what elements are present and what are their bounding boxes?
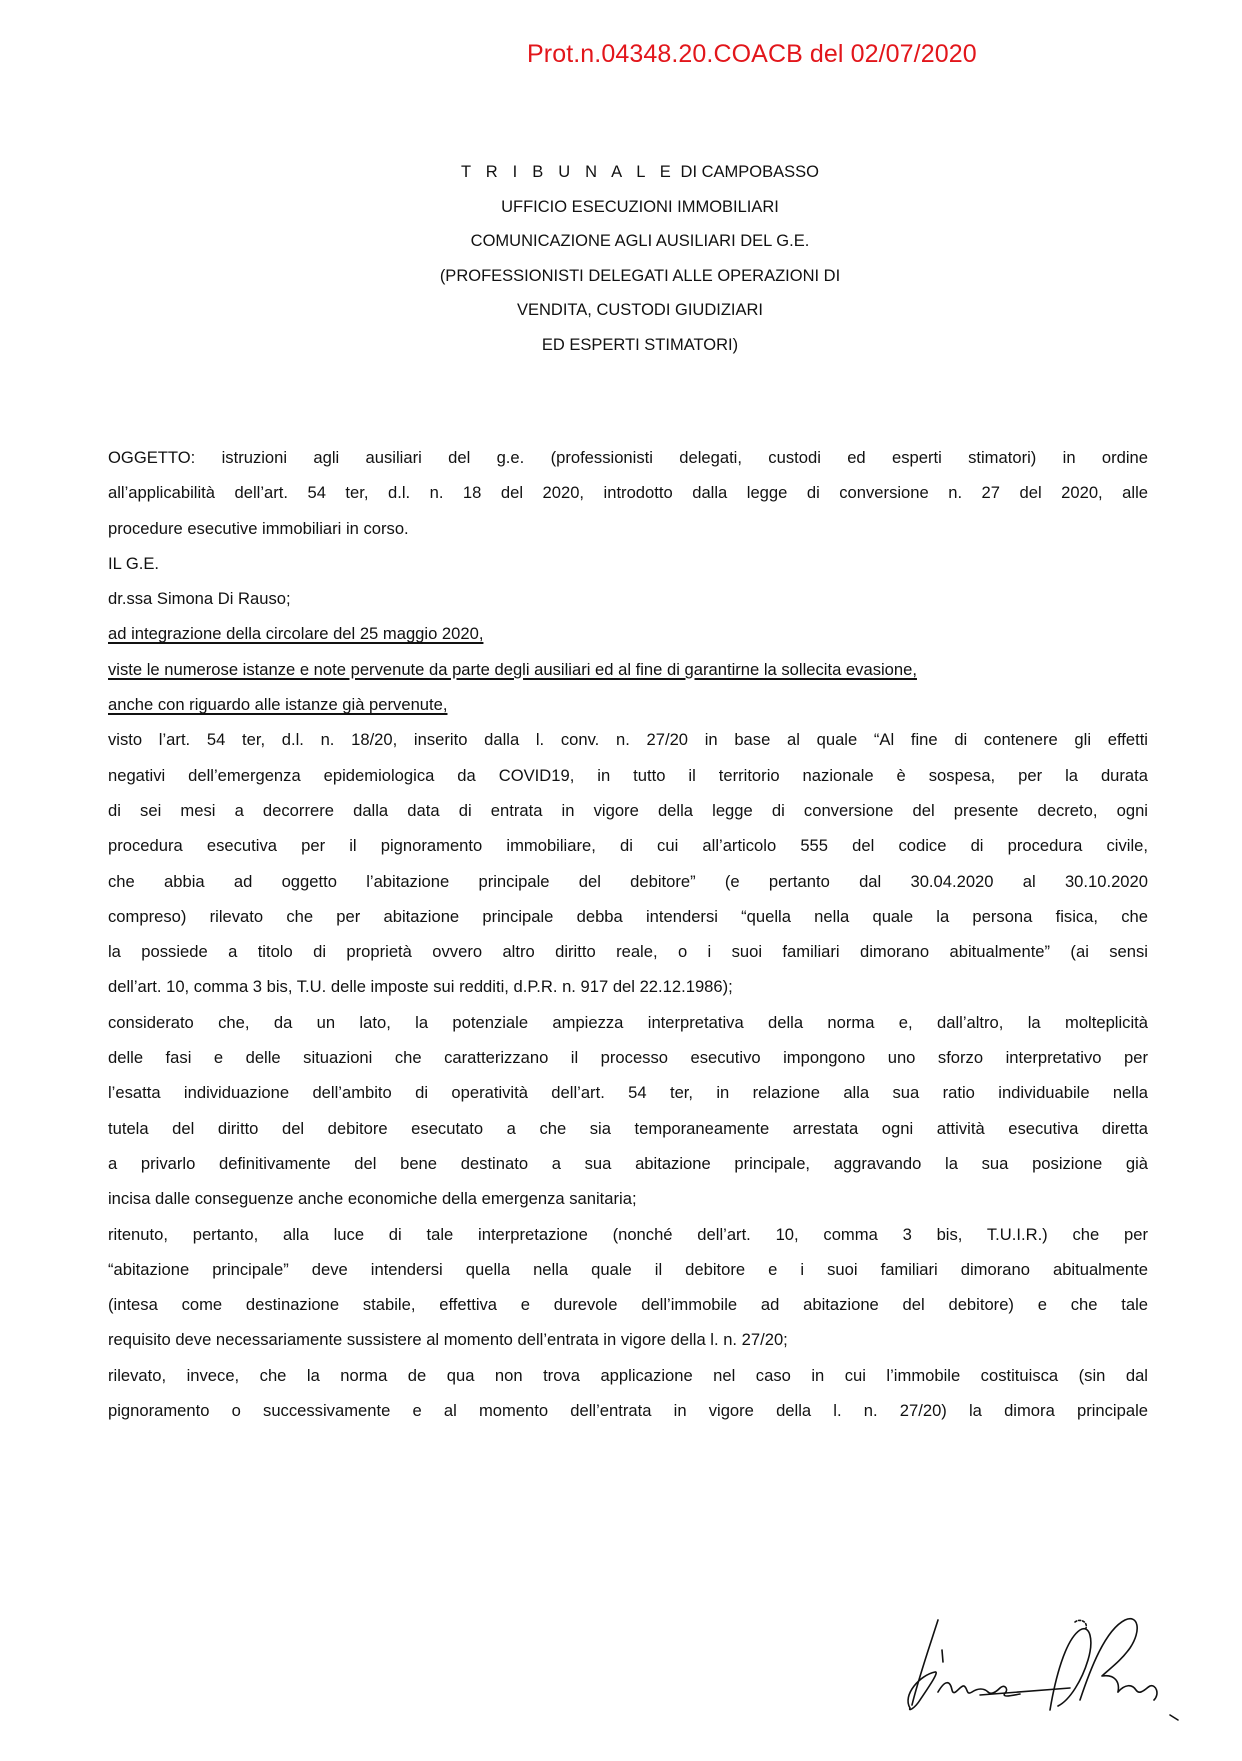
paragraph-line: che abbia ad oggetto l’abitazione principale del debitore” (e pertanto dal 30.04.2020 al 30.10.2020 — [108, 871, 1148, 891]
subject-line: OGGETTO: istruzioni agli ausiliari del g.e. (professionisti delegati, custodi ed esperti stimatori) in ordine — [108, 448, 1148, 467]
paragraph-line: delle fasi e delle situazioni che caratterizzano il processo esecutivo impongono uno sforzo interpretativo per — [108, 1048, 1148, 1068]
paragraph-line: la possiede a titolo di proprietà ovvero altro diritto reale, o i suoi familiari dimorano abitualmente” (ai sensi — [108, 942, 1148, 962]
recipients-line-3: ED ESPERTI STIMATORI) — [541, 335, 739, 354]
protocol-stamp: Prot.n.04348.20.COACB del 02/07/2020 — [527, 40, 977, 68]
paragraph-line: di sei mesi a decorrere dalla data di entrata in vigore della legge di conversione del presente decreto, ogni — [108, 800, 1148, 820]
court-name — [320, 155, 960, 190]
paragraph-line: visto l’art. 54 ter, d.l. n. 18/20, inserito dalla l. conv. n. 27/20 in base al quale “Al fine di contenere gli effetti — [108, 730, 1148, 750]
paragraph-line: requisito deve necessariamente sussistere al momento dell’entrata in vigore della l. n. 27/20; — [108, 1330, 788, 1350]
court-name-spaced: T R I B U N A L E — [461, 163, 676, 181]
paragraph-line: procedura esecutiva per il pignoramento immobiliare, di cui all’articolo 555 del codice di procedura civile, — [108, 836, 1148, 856]
document-body — [108, 440, 1148, 1428]
paragraph-line: compreso) rilevato che per abitazione principale debba intendersi “quella nella quale la persona fisica, che — [108, 906, 1148, 926]
document-header — [320, 155, 960, 362]
paragraph-line: pignoramento o successivamente e al momento dell’entrata in vigore della l. n. 27/20) la dimora principale — [108, 1401, 1148, 1421]
underlined-premise-text: ad integrazione della circolare del 25 maggio 2020, — [108, 624, 484, 644]
underlined-premise — [108, 616, 1148, 651]
underlined-premise — [108, 687, 1148, 722]
paragraph-line: negativi dell’emergenza epidemiologica da COVID19, in tutto il territorio nazionale è sospesa, per la durata — [108, 765, 1148, 785]
paragraph-line: dell’art. 10, comma 3 bis, T.U. delle imposte sui redditi, d.P.R. n. 917 del 22.12.1986); — [108, 977, 733, 997]
recipients-line-1: (PROFESSIONISTI DELEGATI ALLE OPERAZIONI DI — [439, 266, 841, 285]
paragraph-line: tutela del diritto del debitore esecutato a che sia temporaneamente arrestata ogni attività esecutiva diretta — [108, 1118, 1148, 1138]
court-city: DI CAMPOBASSO — [680, 163, 819, 181]
paragraph-line: incisa dalle conseguenze anche economiche della emergenza sanitaria; — [108, 1189, 637, 1209]
judge-title: IL G.E. — [108, 553, 160, 573]
office-name: UFFICIO ESECUZIONI IMMOBILIARI — [501, 197, 779, 216]
underlined-premise-text: anche con riguardo alle istanze già pervenute, — [108, 695, 448, 715]
recipients-line-2: VENDITA, CUSTODI GIUDIZIARI — [517, 301, 763, 319]
subject-line: all’applicabilità dell’art. 54 ter, d.l. n. 18 del 2020, introdotto dalla legge di conversione n. 27 del 2020, alle — [108, 483, 1148, 503]
paragraph-line: rilevato, invece, che la norma de qua non trova applicazione nel caso in cui l’immobile costituisca (sin dal — [108, 1365, 1148, 1385]
paragraph-line: ritenuto, pertanto, alla luce di tale interpretazione (nonché dell’art. 10, comma 3 bis, T.U.I.R.) che per — [108, 1224, 1148, 1244]
paragraph-line: l’esatta individuazione dell’ambito di operatività dell’art. 54 ter, in relazione alla sua ratio individuabile nella — [108, 1083, 1148, 1103]
handwritten-signature-icon — [880, 1600, 1180, 1730]
underlined-premise-text: viste le numerose istanze e note pervenute da parte degli ausiliari ed al fine di garantirne la sollecita evasione, — [108, 659, 917, 679]
paragraph-line: considerato che, da un lato, la potenziale ampiezza interpretativa della norma e, dall’altro, la molteplicità — [108, 1012, 1148, 1032]
underlined-premise — [108, 652, 1148, 687]
paragraph-line: (intesa come destinazione stabile, effettiva e durevole dell’immobile ad abitazione del debitore) e che tale — [108, 1295, 1148, 1315]
paragraph-line: a privarlo definitivamente del bene destinato a sua abitazione principale, aggravando la sua posizione già — [108, 1153, 1148, 1173]
judge-name: dr.ssa Simona Di Rauso; — [108, 589, 291, 609]
communication-title: COMUNICAZIONE AGLI AUSILIARI DEL G.E. — [470, 232, 810, 250]
subject-line: procedure esecutive immobiliari in corso. — [108, 518, 409, 538]
paragraph-line: “abitazione principale” deve intendersi quella nella quale il debitore e i suoi familiari dimorano abitualmente — [108, 1259, 1148, 1279]
